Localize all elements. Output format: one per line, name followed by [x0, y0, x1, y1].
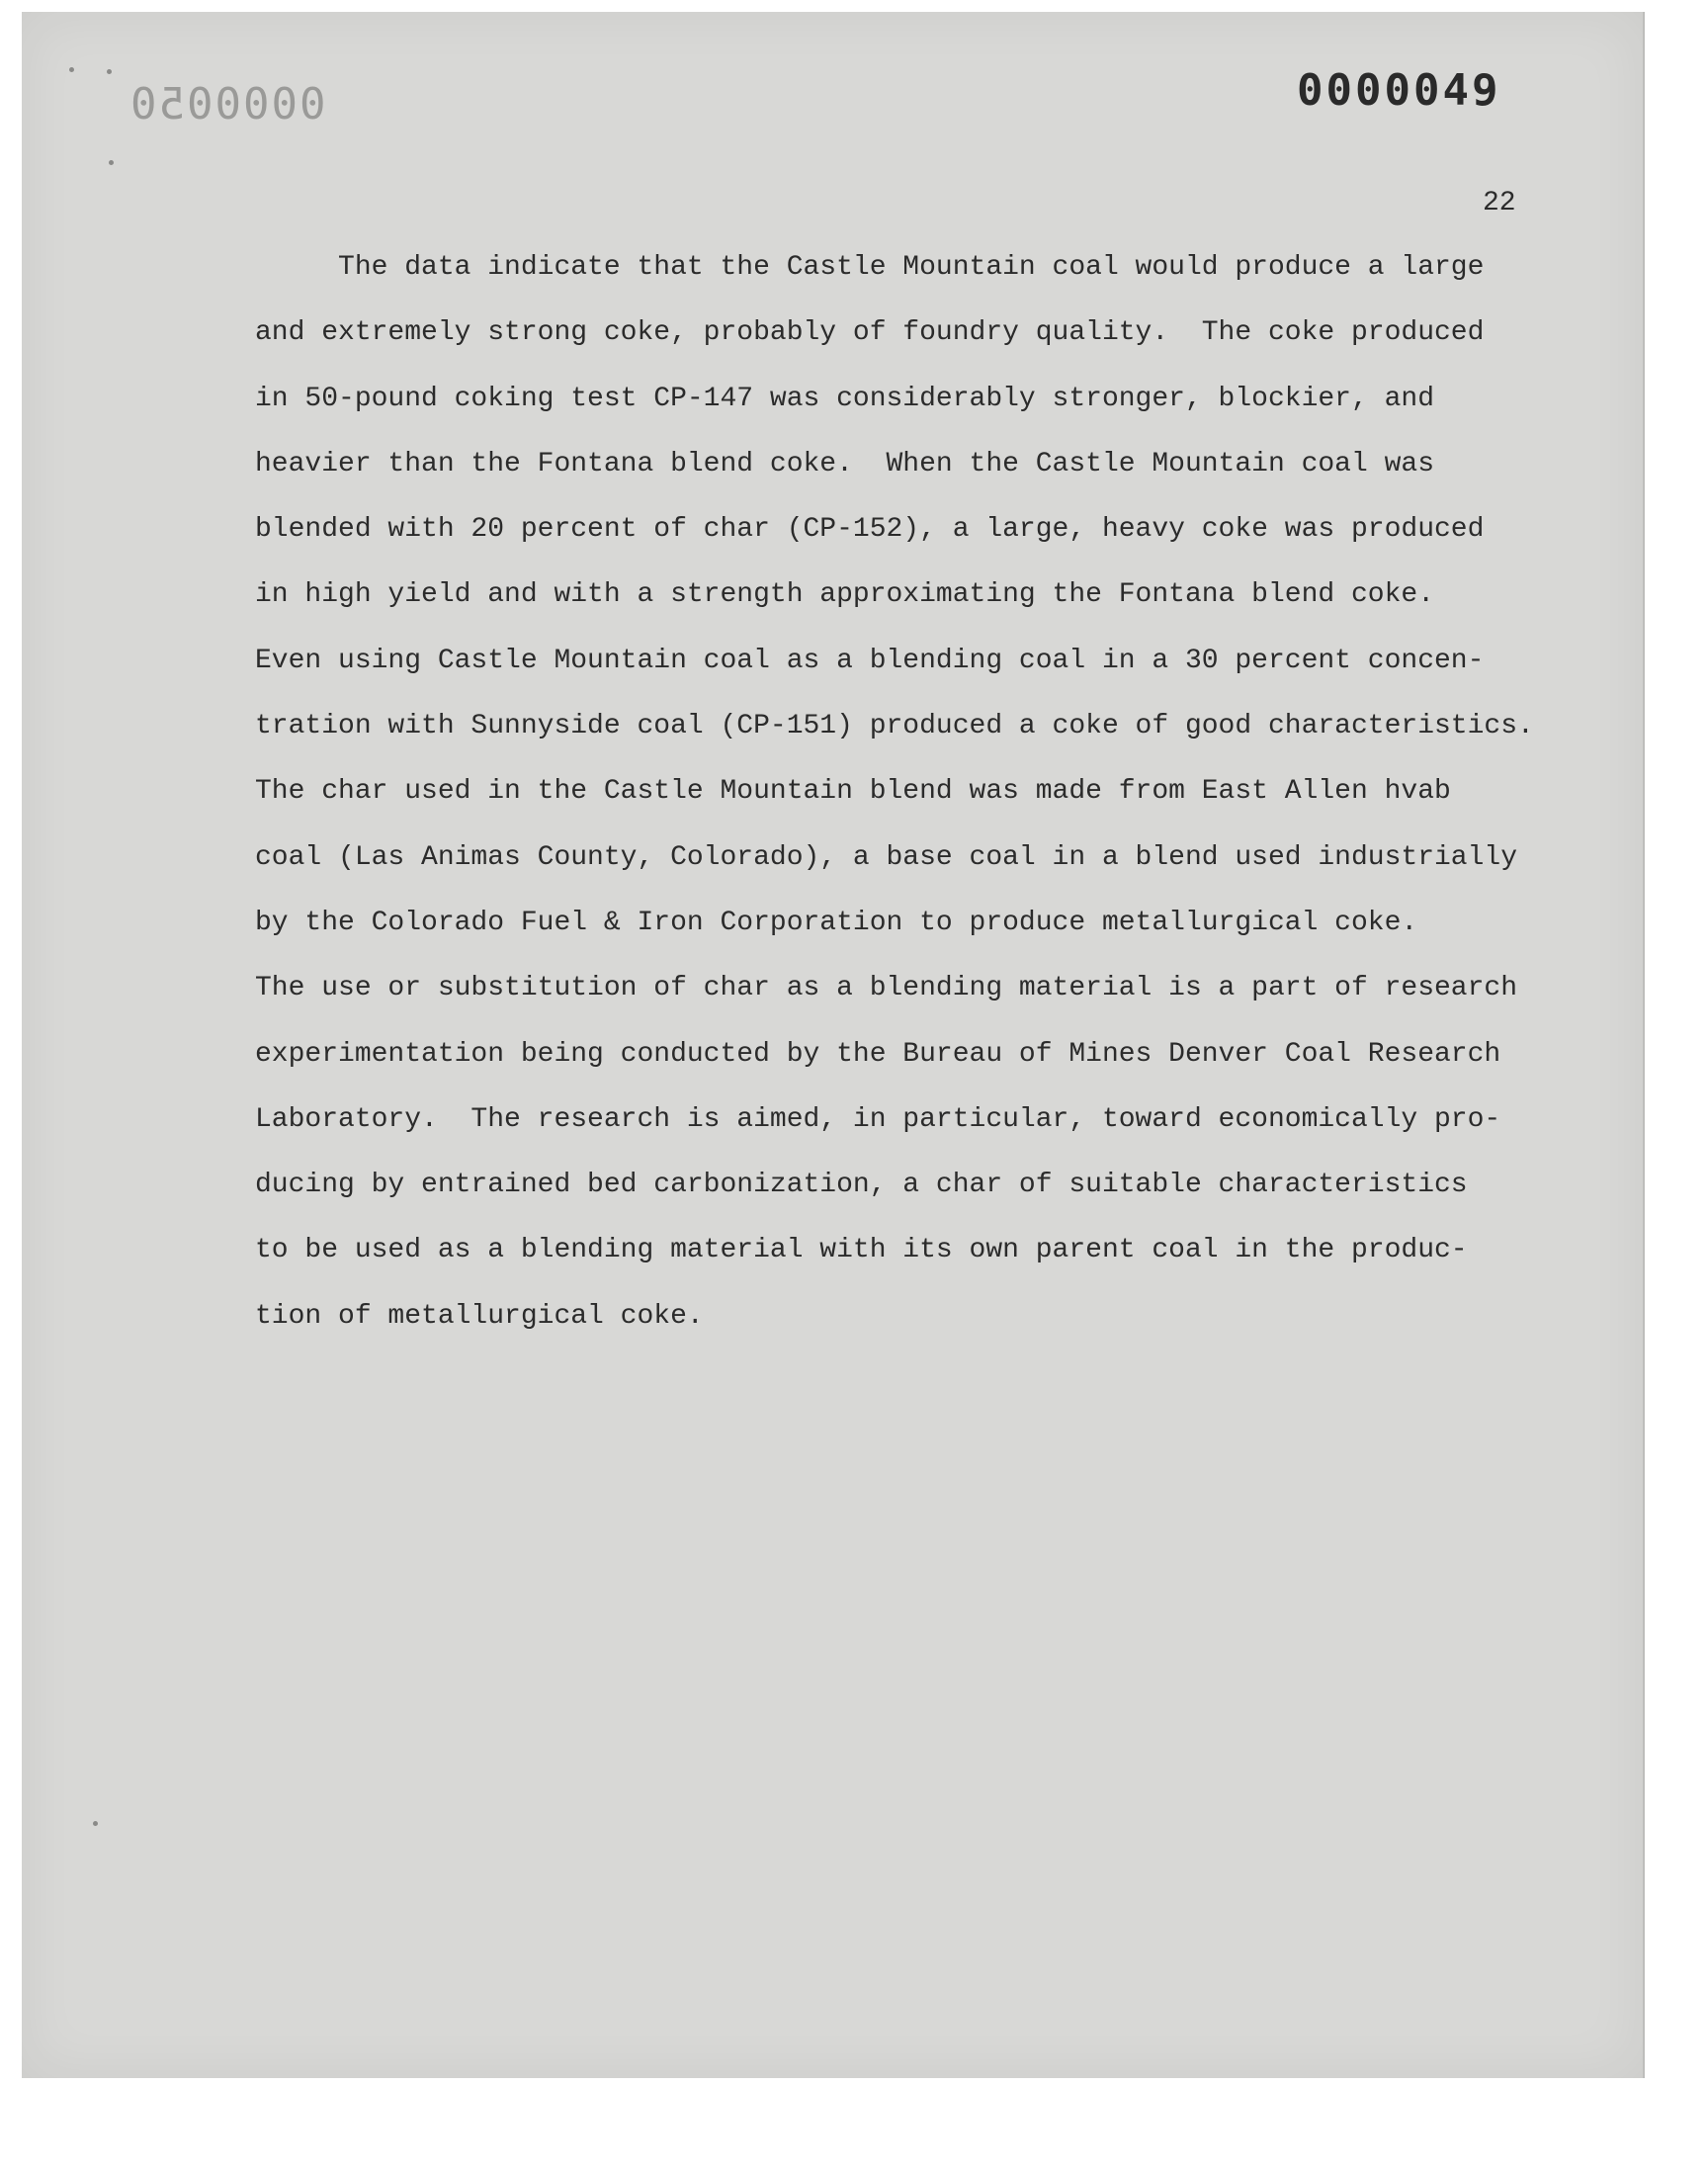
scan-speck [107, 69, 112, 74]
text-line: to be used as a blending material with its own parent coal in the produc- [255, 1235, 1468, 1266]
bleed-through-number: 0000050 [128, 79, 326, 130]
text-line: The char used in the Castle Mountain blend was made from East Allen hvab [255, 776, 1451, 808]
text-line: ducing by entrained bed carbonization, a char of suitable characteristics [255, 1170, 1468, 1201]
text-line: Even using Castle Mountain coal as a blending coal in a 30 percent concen- [255, 645, 1485, 676]
scan-speck [93, 1821, 98, 1826]
text-line: and extremely strong coke, probably of foundry quality. The coke produced [255, 317, 1485, 349]
text-line: experimentation being conducted by the Bureau of Mines Denver Coal Research [255, 1038, 1501, 1070]
archive-stamp-number: 0000049 [1297, 65, 1501, 116]
text-line: Laboratory. The research is aimed, in particular, toward economically pro- [255, 1103, 1501, 1135]
body-paragraph [255, 235, 1540, 1349]
text-line: in high yield and with a strength approximating the Fontana blend coke. [255, 579, 1434, 611]
text-line: The data indicate that the Castle Mountain coal would produce a large [255, 252, 1485, 283]
text-line: in 50-pound coking test CP-147 was considerably stronger, blockier, and [255, 383, 1434, 414]
text-line: tration with Sunnyside coal (CP-151) produced a coke of good characteristics. [255, 711, 1534, 742]
page-number: 22 [1483, 188, 1516, 218]
scan-speck [69, 67, 74, 72]
scan-speck [109, 160, 114, 165]
text-line: tion of metallurgical coke. [255, 1300, 704, 1332]
text-line: The use or substitution of char as a blending material is a part of research [255, 973, 1518, 1004]
text-line: coal (Las Animas County, Colorado), a base coal in a blend used industrially [255, 841, 1518, 873]
text-line: by the Colorado Fuel & Iron Corporation to produce metallurgical coke. [255, 907, 1418, 938]
text-line: heavier than the Fontana blend coke. When the Castle Mountain coal was [255, 448, 1434, 479]
text-line: blended with 20 percent of char (CP-152), a large, heavy coke was produced [255, 514, 1485, 546]
